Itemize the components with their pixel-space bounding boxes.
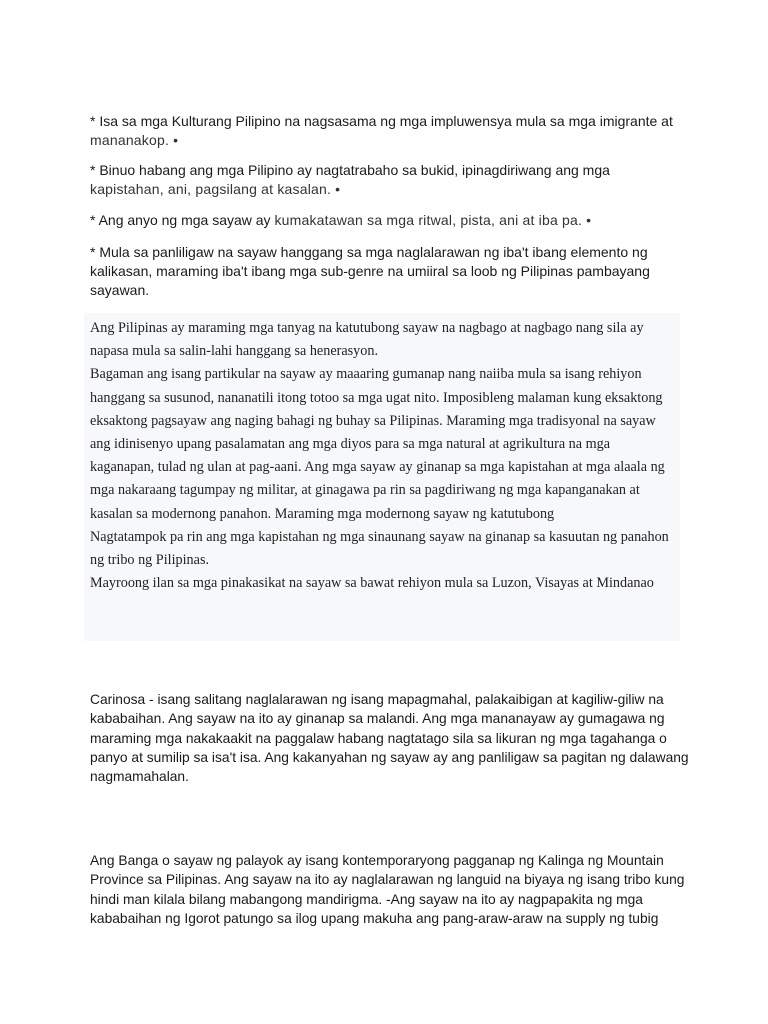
bullet-item (90, 211, 690, 230)
serif-text-block (84, 313, 680, 641)
bullet-tail-text: kapistahan, ani, pagsilang at kasalan. • (90, 181, 341, 197)
bullet-main-text: * Ang anyo ng mga sayaw ay (90, 212, 271, 228)
bullet-main-text: * Binuo habang ang mga Pilipino ay nagtatrabaho sa bukid, ipinagdiriwang ang mga (90, 162, 610, 178)
carinosa-paragraph: Carinosa - isang salitang naglalarawan ng isang mapagmahal, palakaibigan at kagiliw-giliw na kababaihan. Ang sayaw na ito ay ginanap sa malandi. Ang mga mananayaw ay gumagawa ng maraming mga nakakaakit na paggalaw habang nagtatago sila sa likuran ng mga tagahanga o panyo at sumilip sa isa't isa. Ang kakanyahan ng sayaw ay ang panliligaw sa pagitan ng dalawang nagmamahalan. (90, 692, 689, 785)
serif-paragraph: Nagtatampok pa rin ang mga kapistahan ng mga sinaunang sayaw na ginanap sa kasuutan ng panahon ng tribo ng Pilipinas. (90, 528, 669, 569)
serif-paragraph: Ang Pilipinas ay maraming mga tanyag na katutubong sayaw na nagbago at nagbago nang sila ay napasa mula sa salin-lahi hanggang sa henerasyon. (90, 320, 644, 360)
bullet-main-text: * Isa sa mga Kulturang Pilipino na nagsasama ng mga impluwensya mula sa mga imigrante at (90, 113, 673, 129)
serif-paragraph: Mayroong ilan sa mga pinakasikat na sayaw sa bawat rehiyon mula sa Luzon, Visayas at Mindanao (90, 575, 654, 592)
bullet-item (90, 161, 690, 199)
bullet-tail-text: kumakatawan sa mga ritwal, pista, ani at iba pa. • (274, 212, 592, 228)
bullet-main-text: * Mula sa panliligaw na sayaw hanggang sa mga naglalarawan ng iba't ibang elemento ng kalikasan, maraming iba't ibang mga sub-genre na umiiral sa loob ng Pilipinas pambayang sayawan. (90, 244, 650, 298)
bullet-item (90, 112, 690, 150)
bullet-tail-text: mananakop. • (90, 132, 179, 148)
serif-paragraph: Bagaman ang isang partikular na sayaw ay maaaring gumanap nang naiiba mula sa isang rehiyon hanggang sa susunod, nananatili itong totoo sa mga ugat nito. Imposibleng malaman kung eksaktong eksaktong pagsayaw ang naging bahagi ng buhay sa Pilipinas. Maraming mga tradisyonal na sayaw ang idinisenyo upang pasalamatan ang mga diyos para sa mga natural at agrikultura na mga kaganapan, tulad ng ulan at pag-aani. Ang mga sayaw ay ginanap sa mga kapistahan at mga alaala ng mga nakaraang tagumpay ng militar, at ginagawa pa rin sa pagdiriwang ng mga kapanganakan at kasalan sa modernong panahon. Maraming mga modernong sayaw ng katutubong (90, 366, 665, 522)
bullet-item (90, 243, 690, 300)
banga-paragraph: Ang Banga o sayaw ng palayok ay isang kontemporaryong pagganap ng Kalinga ng Mountain Province sa Pilipinas. Ang sayaw na ito ay naglalarawan ng languid na biyaya ng isang tribo kung hindi man kilala bilang mabangong mandirigma. -Ang sayaw na ito ay nagpapakita ng mga kababaihan ng Igorot patungo sa ilog upang makuha ang pang-araw-araw na supply ng tubig (90, 853, 685, 926)
